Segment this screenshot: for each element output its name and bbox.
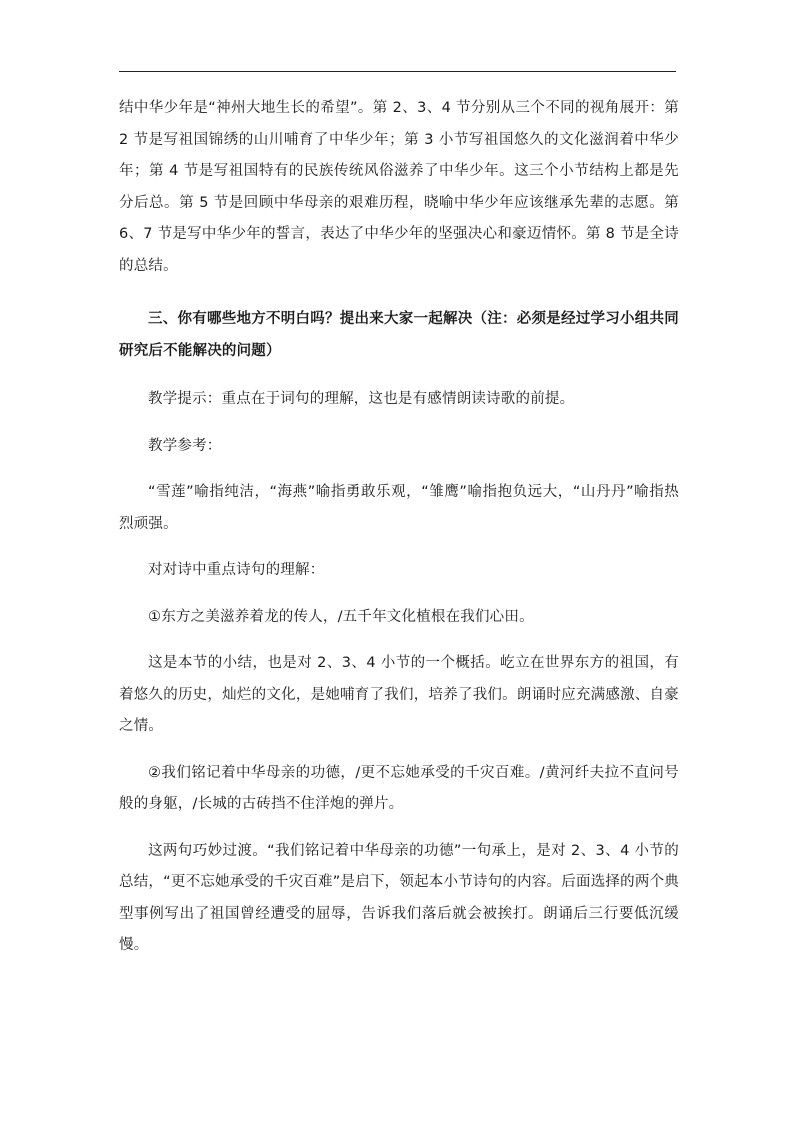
teaching-tip: 教学提示：重点在于词句的理解，这也是有感情朗读诗歌的前提。 bbox=[148, 391, 575, 407]
metaphor-explanation: “雪莲”喻指纯洁，“海燕”喻指勇敢乐观，“雏鹰”喻指抱负远大，“山丹丹”喻指热烈顽强。 bbox=[119, 484, 679, 532]
paragraph-structure-summary: 结中华少年是“神州大地生长的希望”。第 2、3、4 节分别从三个不同的视角展开：第 2 节是写祖国锦绣的山川哺育了中华少年；第 3 小节写祖国悠久的文化滋润着中华少年；第 4 节是写祖国特有的民族传统风俗滋养了中华少年。这三个小节结构上都是先分后总。第 5 节是回顾中华母亲的艰难历程，晓喻中华少年应该继承先辈的志愿。第 6、7 节是写中华少年的誓言，表达了中华少年的坚强决心和豪迈情怀。第 8 节是全诗的总结。 bbox=[119, 100, 679, 274]
key-line-2: ②我们铭记着中华母亲的功德，/更不忘她承受的千灾百难。/黄河纤夫拉不直问号般的身躯，/长城的古砖挡不住洋炮的弹片。 bbox=[119, 764, 679, 812]
key-line-2-explanation: 这两句巧妙过渡。“我们铭记着中华母亲的功德”一句承上，是对 2、3、4 小节的总结，“更不忘她承受的千灾百难”是启下，领起本小节诗句的内容。后面选择的两个典型事例写出了祖国曾经遭受的屈辱，告诉我们落后就会被挨打。朗诵后三行要低沉缓慢。 bbox=[119, 842, 679, 953]
header-rule bbox=[119, 71, 676, 72]
section-heading-3: 三、你有哪些地方不明白吗？提出来大家一起解决（注：必须是经过学习小组共同研究后不能解决的问题） bbox=[119, 311, 679, 359]
document-body bbox=[119, 93, 679, 977]
key-line-1-explanation: 这是本节的小结，也是对 2、3、4 小节的一个概括。屹立在世界东方的祖国，有着悠久的历史，灿烂的文化，是她哺育了我们，培养了我们。朗诵时应充满感激、自豪之情。 bbox=[119, 655, 679, 734]
key-lines-intro: 对对诗中重点诗句的理解： bbox=[148, 562, 325, 578]
key-line-1: ①东方之美滋养着龙的传人，/五千年文化植根在我们心田。 bbox=[148, 608, 534, 625]
teaching-reference-label: 教学参考： bbox=[148, 437, 222, 454]
